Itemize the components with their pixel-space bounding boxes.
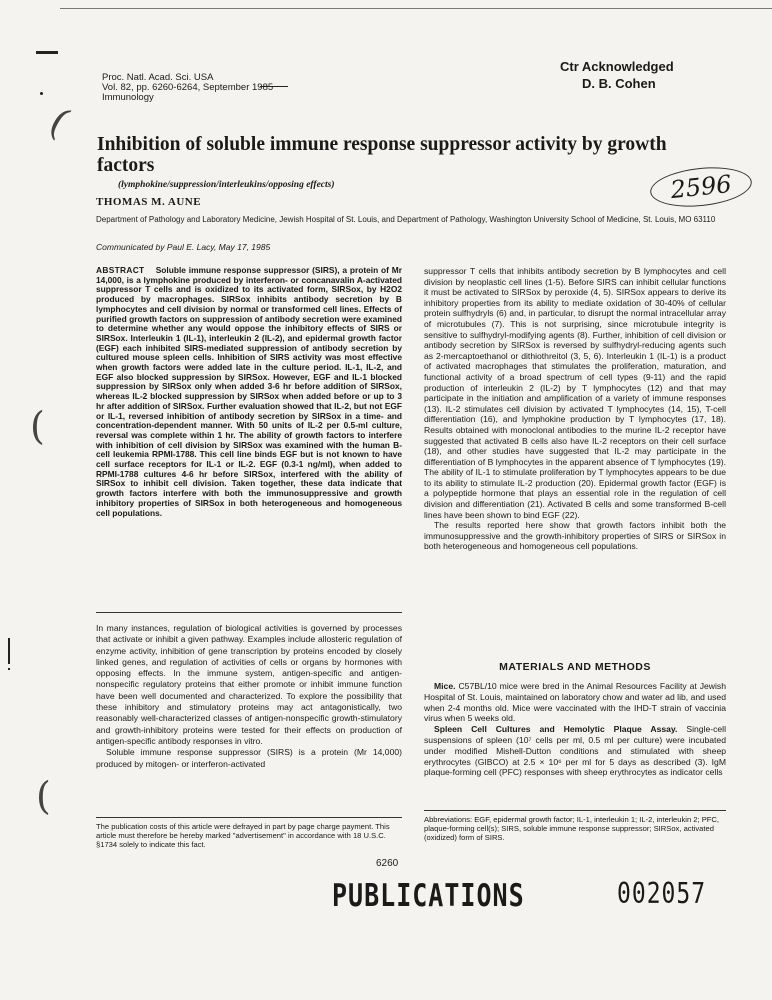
methods-heading: MATERIALS AND METHODS xyxy=(499,661,651,673)
journal-volume: Vol. 82, pp. 6260-6264, September 1985 xyxy=(102,82,274,93)
methods-mice-head: Mice. xyxy=(434,681,456,691)
methods-spleen-head: Spleen Cell Cultures and Hemolytic Plaque Assay. xyxy=(434,724,678,735)
scan-mark xyxy=(36,51,58,54)
abstract-block xyxy=(96,266,402,518)
methods-text xyxy=(424,681,726,778)
right-column-text xyxy=(424,266,726,552)
author-affiliation: Department of Pathology and Laboratory Medicine, Jewish Hospital of St. Louis, and Department of Pathology, Washington University School of Medicine, St. Louis, MO 63110 xyxy=(96,215,716,224)
journal-name: Proc. Natl. Acad. Sci. USA xyxy=(102,72,214,83)
methods-mice-text: C57BL/10 mice were bred in the Animal Resources Facility at Jewish Hospital of St. Louis, maintained on laboratory chow and water ad lib, and used when 2-4 months old. Mice were vaccinated with the IHD-T strain of vaccinia virus when 5 weeks old. xyxy=(424,681,726,724)
page-number: 6260 xyxy=(376,858,399,869)
intro-paragraph-2: Soluble immune response suppressor (SIRS) is a protein (Mr 14,000) produced by mitogen- or interferon-activated xyxy=(96,747,402,769)
article-keywords: (lymphokine/suppression/interleukins/opposing effects) xyxy=(118,180,335,190)
scan-mark xyxy=(8,638,10,664)
methods-spleen-paragraph xyxy=(424,724,726,778)
handwritten-number: 2596 xyxy=(648,163,753,211)
top-edge-line xyxy=(60,8,772,9)
scan-mark xyxy=(8,668,10,670)
margin-bracket-mark: ( xyxy=(41,99,77,145)
intro-paragraph-1: In many instances, regulation of biological activities is governed by processes that activate or inhibit a given pathway. Examples include allosteric regulation of enzyme activity, inhibition of gene transcription by proteins encoded by closely linked genes, and regulation of activities of cells or organs by hormones with opposing effects. In the immune system, antigen-specific and antigen-nonspecific regulatory proteins that either promote or inhibit immune function have been well documented and characterized. To explore the possibility that these inhibitory and stimulatory proteins may act antagonistically, two reasonably well-characterized classes of antigen-nonspecific growth-stimulatory and growth-inhibitory proteins were tested for their effects on production of antigen-specific antibody responses in vitro. xyxy=(96,623,402,746)
acknowledgement-line2: D. B. Cohen xyxy=(582,76,656,91)
communicated-by: Communicated by Paul E. Lacy, May 17, 1985 xyxy=(96,242,271,252)
methods-mice-paragraph xyxy=(424,681,726,724)
handwritten-underline xyxy=(260,86,288,87)
article-title: Inhibition of soluble immune response suppressor activity by growth factors xyxy=(97,134,667,176)
abbreviations-divider xyxy=(424,810,726,811)
abbreviations-footnote: Abbreviations: EGF, epidermal growth factor; IL-1, interleukin 1; IL-2, interleukin 2; PFC, plaque-forming cell(s); SIRS, soluble immune response suppressor; SIRSox, activated (oxidized) form of SIRS. xyxy=(424,815,720,842)
margin-bracket-mark: ( xyxy=(30,404,45,448)
margin-bracket-mark: ( xyxy=(36,774,51,818)
journal-citation xyxy=(102,73,273,103)
scan-mark xyxy=(40,92,43,95)
abstract-heading: ABSTRACT xyxy=(96,265,145,275)
footnote-divider xyxy=(96,817,402,818)
publications-stamp: PUBLICATIONS xyxy=(332,877,525,914)
introduction-text xyxy=(96,623,402,770)
abstract-divider xyxy=(96,612,402,613)
author-name: THOMAS M. AUNE xyxy=(96,196,202,208)
acknowledgement-line1: Ctr Acknowledged xyxy=(560,59,674,74)
right-paragraph-2: The results reported here show that growth factors inhibit both the immunosuppressive and the growth-inhibitory properties of SIRS or SIRSox in both heterogeneous and homogeneous cell populations. xyxy=(424,520,726,552)
document-id-stamp: 002057 xyxy=(617,878,707,911)
publication-cost-footnote: The publication costs of this article were defrayed in part by page charge payment. This article must therefore be hereby marked "advertisement" in accordance with 18 U.S.C. §1734 solely to indicate this fact. xyxy=(96,822,390,849)
methods-spleen-text: Single-cell suspensions of spleen (10⁷ cells per ml, 0.5 ml per culture) were incubated under modified Mishell-Dutton conditions and stimulated with sheep erythrocytes (GIBCO) at 2.5 × 10⁶ per ml for 5 days as described (3). IgM plaque-forming cell (PFC) responses with sheep erythrocytes as indicator cells xyxy=(424,724,727,778)
abstract-text: Soluble immune response suppressor (SIRS), a protein of Mr 14,000, is a lymphokine produced by interferon- or concanavalin A-activated suppressor T cells and is oxidized to its activated form, SIRSox, by H2O2 produced by macrophages. SIRSox inhibits antibody secretion by B lymphocytes and cell division by normal or transformed cell lines. Effects of purified growth factors on suppression of antibody secretion were examined to determine whether any would oppose the inhibitory effects of SIRS or SIRSox. Interleukin 1 (IL-1), interleukin 2 (IL-2), and epidermal growth factor (EGF) each inhibited SIRS-mediated suppression of antibody secretion by cultured mouse spleen cells. Inhibition of SIRS activity was most effective when growth factors were added late in the culture period. IL-1, IL-2, and EGF also blocked suppression by SIRSox. However, EGF and IL-1 blocked suppression by SIRSox only when added 3-6 hr before addition of SIRSox, whereas IL-2 blocked suppression by SIRSox when added before or up to 3 hr after addition of SIRSox. Further evaluation showed that IL-2, but not EGF or IL-1, reversed inhibition of antibody secretion by SIRSox in a time- and concentration-dependent manner. With 50 units of IL-2 per 0.5-ml culture, reversal was complete within 1 hr. The ability of growth factors to interfere with inhibition of cell division by SIRSox was examined with the human B-cell leukemia RPMI-1788. This cell line binds EGF but is not known to have cell surface receptors for IL-1 or IL-2. EGF (0.3-1 ng/ml), when added to RPMI-1788 cultures 4-6 hr before SIRSox, interfered with the ability of SIRSox to inhibit cell division. Taken together, these data indicate that growth factors interfere with both the immunosuppressive and growth inhibitory properties of SIRSox in both heterogeneous and homogeneous cell populations. xyxy=(96,265,402,518)
journal-section: Immunology xyxy=(102,92,154,103)
right-paragraph-1: suppressor T cells that inhibits antibody secretion by B lymphocytes and cell division by neoplastic cell lines (1-5). Before SIRS can inhibit cellular functions it must be activated to SIRSox by peroxide (4, 5). SIRSox appears to derive its inhibitory properties from its ability to mediate oxidation of 30-40% of cellular protein sulfhydryls (6) and, in particular, to disrupt the normal intracellular array of microtubules (7). This is not surprising, since microtubule integrity is sensitive to sulfhydryl-modifying agents (8). Further, inhibition of cell division or antibody secretion by SIRSox is reversed by sulfhydryl-reducing agents such as 2-mercaptoethanol or dithiothreitol (3, 5, 6). Interleukin 1 (IL-1) is a product of activated macrophages that stimulates the proliferation, maturation, and functional activity of a broad spectrum of cell types (9-11) and the rapid production of interleukin 2 (IL-2) by T lymphocytes (12) and that may participate in the initiation and amplification of a variety of immune responses (13). IL-2 stimulates cell division by activated T lymphocytes (14, 15), T-cell differentiation (16), and lymphokine production by T lymphocytes (17, 18). Results obtained with monoclonal antibodies to the murine IL-2 receptor have suggested that activated B cells also have IL-2 receptors on their cell surface (18), and other studies have suggested that IL-2 may participate in the differentiation of B lymphocytes in the apparent absence of T lymphocytes (19). The ability of IL-1 to stimulate proliferation by T lymphocytes appears to be due to its ability to stimulate IL-2 production (20). Epidermal growth factor (EGF) is a polypeptide hormone that plays an essential role in the regulation of cell division and differentiation (21). Activated B cells and some transformed B-cell lines have been shown to bind EGF (22). xyxy=(424,266,726,520)
acknowledgement-stamp xyxy=(560,58,674,92)
